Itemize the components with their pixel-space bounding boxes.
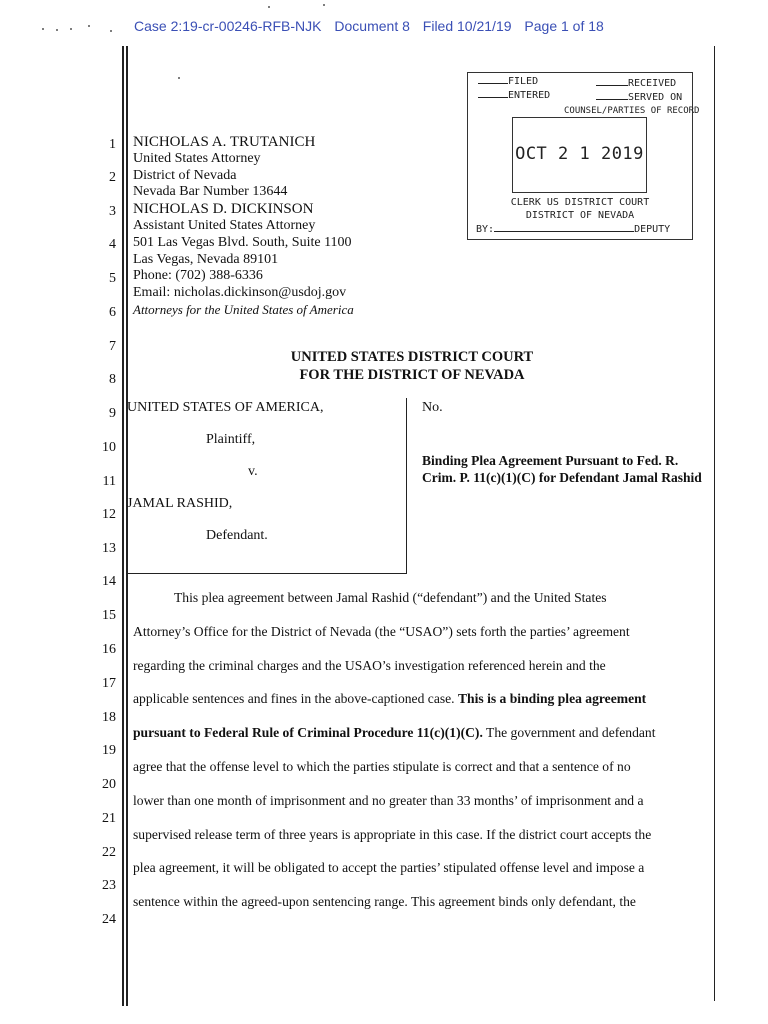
line-number: 20 bbox=[102, 777, 116, 792]
scan-speck bbox=[323, 4, 325, 6]
line-number: 9 bbox=[109, 406, 116, 421]
body-line: Attorney’s Office for the District of Nevada (the “USAO”) sets forth the parties’ agreement bbox=[133, 623, 630, 639]
line-number: 15 bbox=[102, 608, 116, 623]
body-text: The government and defendant bbox=[482, 725, 656, 741]
stamp-district: DISTRICT OF NEVADA bbox=[525, 210, 635, 221]
body-bold-text: pursuant to Federal Rule of Criminal Procedure 11(c)(1)(C). bbox=[133, 725, 483, 741]
stamp-received: RECEIVED bbox=[628, 78, 677, 89]
scan-speck bbox=[88, 25, 90, 27]
defendant-name: JAMAL RASHID, bbox=[127, 496, 233, 511]
body-line: regarding the criminal charges and the USAO’s investigation referenced herein and the bbox=[133, 657, 606, 673]
line-number: 18 bbox=[102, 710, 116, 725]
court-name: UNITED STATES DISTRICT COURT bbox=[290, 349, 534, 365]
plea-agreement-body bbox=[133, 589, 698, 927]
body-line: lower than one month of imprisonment and no greater than 33 months’ of imprisonment and a bbox=[133, 792, 644, 808]
stamp-deputy: DEPUTY bbox=[634, 224, 671, 235]
left-margin-rule-inner bbox=[126, 46, 128, 1006]
plaintiff-name: UNITED STATES OF AMERICA, bbox=[127, 400, 324, 415]
line-number: 8 bbox=[109, 372, 116, 387]
line-number: 1 bbox=[109, 137, 116, 152]
case-no-label: No. bbox=[422, 400, 443, 415]
line-number: 12 bbox=[102, 507, 116, 522]
stamp-clerk: CLERK US DISTRICT COURT bbox=[510, 197, 650, 208]
stamp-entered: ENTERED bbox=[508, 90, 551, 101]
line-number: 10 bbox=[102, 440, 116, 455]
court-district: FOR THE DISTRICT OF NEVADA bbox=[299, 366, 525, 383]
case-number: Case 2:19-cr-00246-RFB-NJK bbox=[134, 18, 322, 34]
line-number: 11 bbox=[102, 474, 116, 489]
scan-speck bbox=[70, 28, 72, 30]
line-number: 6 bbox=[109, 305, 116, 320]
attorney-bar-number: Nevada Bar Number 13644 bbox=[133, 184, 288, 200]
stamp-served-on: SERVED ON bbox=[628, 92, 683, 103]
line-number: 22 bbox=[102, 845, 116, 860]
attorney-block bbox=[133, 134, 354, 319]
line-number: 5 bbox=[109, 271, 116, 286]
line-number: 3 bbox=[109, 204, 116, 219]
scan-speck bbox=[178, 77, 180, 79]
assistant-attorney-title: Assistant United States Attorney bbox=[133, 217, 316, 233]
stamp-date: OCT 2 1 2019 bbox=[515, 144, 644, 164]
attorneys-for: Attorneys for the United States of America bbox=[133, 301, 354, 317]
scan-speck bbox=[268, 6, 270, 8]
scan-speck bbox=[56, 29, 58, 31]
right-margin-rule bbox=[714, 46, 715, 1001]
line-number: 17 bbox=[102, 676, 116, 691]
assistant-attorney-name: NICHOLAS D. DICKINSON bbox=[133, 201, 314, 218]
stamp-date-box bbox=[512, 117, 647, 193]
body-text: applicable sentences and fines in the above-captioned case. bbox=[133, 691, 458, 707]
stamp-filed: FILED bbox=[508, 76, 539, 87]
filed-date: Filed 10/21/19 bbox=[422, 18, 512, 34]
office-address: 501 Las Vegas Blvd. South, Suite 1100 bbox=[133, 234, 352, 250]
line-number: 23 bbox=[102, 878, 116, 893]
body-line bbox=[133, 690, 698, 724]
ecf-header bbox=[134, 18, 613, 34]
line-number: 21 bbox=[102, 811, 116, 826]
stamp-by: BY: bbox=[476, 224, 495, 235]
document-title: Binding Plea Agreement Pursuant to Fed. R. Crim. P. 11(c)(1)(C) for Defendant Jamal Rashid bbox=[422, 453, 702, 485]
line-number: 16 bbox=[102, 642, 116, 657]
defendant-role: Defendant. bbox=[206, 528, 268, 543]
body-line: plea agreement, it will be obligated to accept the parties’ stipulated offense level and impose a bbox=[133, 860, 645, 876]
line-number: 7 bbox=[109, 339, 116, 354]
line-number: 4 bbox=[109, 237, 116, 252]
attorney-title: United States Attorney bbox=[133, 150, 261, 166]
line-number: 13 bbox=[102, 541, 116, 556]
versus: v. bbox=[248, 464, 258, 479]
caption-divider bbox=[406, 398, 407, 574]
body-bold-text: This is a binding plea agreement bbox=[457, 691, 647, 707]
body-line bbox=[133, 724, 698, 758]
page-count: Page 1 of 18 bbox=[524, 18, 604, 34]
body-line: This plea agreement between Jamal Rashid (“defendant”) and the United States bbox=[174, 590, 607, 605]
line-number: 2 bbox=[109, 170, 116, 185]
office-city: Las Vegas, Nevada 89101 bbox=[133, 251, 279, 267]
document-number: Document 8 bbox=[334, 18, 410, 34]
body-line: sentence within the agreed-upon sentencing range. This agreement binds only defendant, the bbox=[133, 894, 636, 910]
filing-stamp bbox=[467, 72, 700, 240]
body-line: supervised release term of three years is appropriate in this case. If the district court accepts the bbox=[133, 826, 652, 842]
office-email: Email: nicholas.dickinson@usdoj.gov bbox=[133, 285, 347, 301]
scan-speck bbox=[110, 30, 112, 32]
stamp-counsel: COUNSEL/PARTIES OF RECORD bbox=[564, 106, 700, 116]
line-number: 19 bbox=[102, 743, 116, 758]
scan-speck bbox=[42, 28, 44, 30]
body-line: agree that the offense level to which the parties stipulate is correct and that a sentence of no bbox=[133, 758, 631, 774]
plaintiff-role: Plaintiff, bbox=[206, 432, 256, 447]
line-number: 24 bbox=[102, 912, 116, 927]
left-margin-rule bbox=[122, 46, 124, 1006]
attorney-district: District of Nevada bbox=[133, 167, 237, 183]
line-number: 14 bbox=[102, 574, 116, 589]
attorney-name: NICHOLAS A. TRUTANICH bbox=[133, 134, 316, 150]
caption-bottom-rule bbox=[127, 573, 407, 574]
court-heading bbox=[0, 349, 768, 384]
office-phone: Phone: (702) 388-6336 bbox=[133, 268, 263, 284]
